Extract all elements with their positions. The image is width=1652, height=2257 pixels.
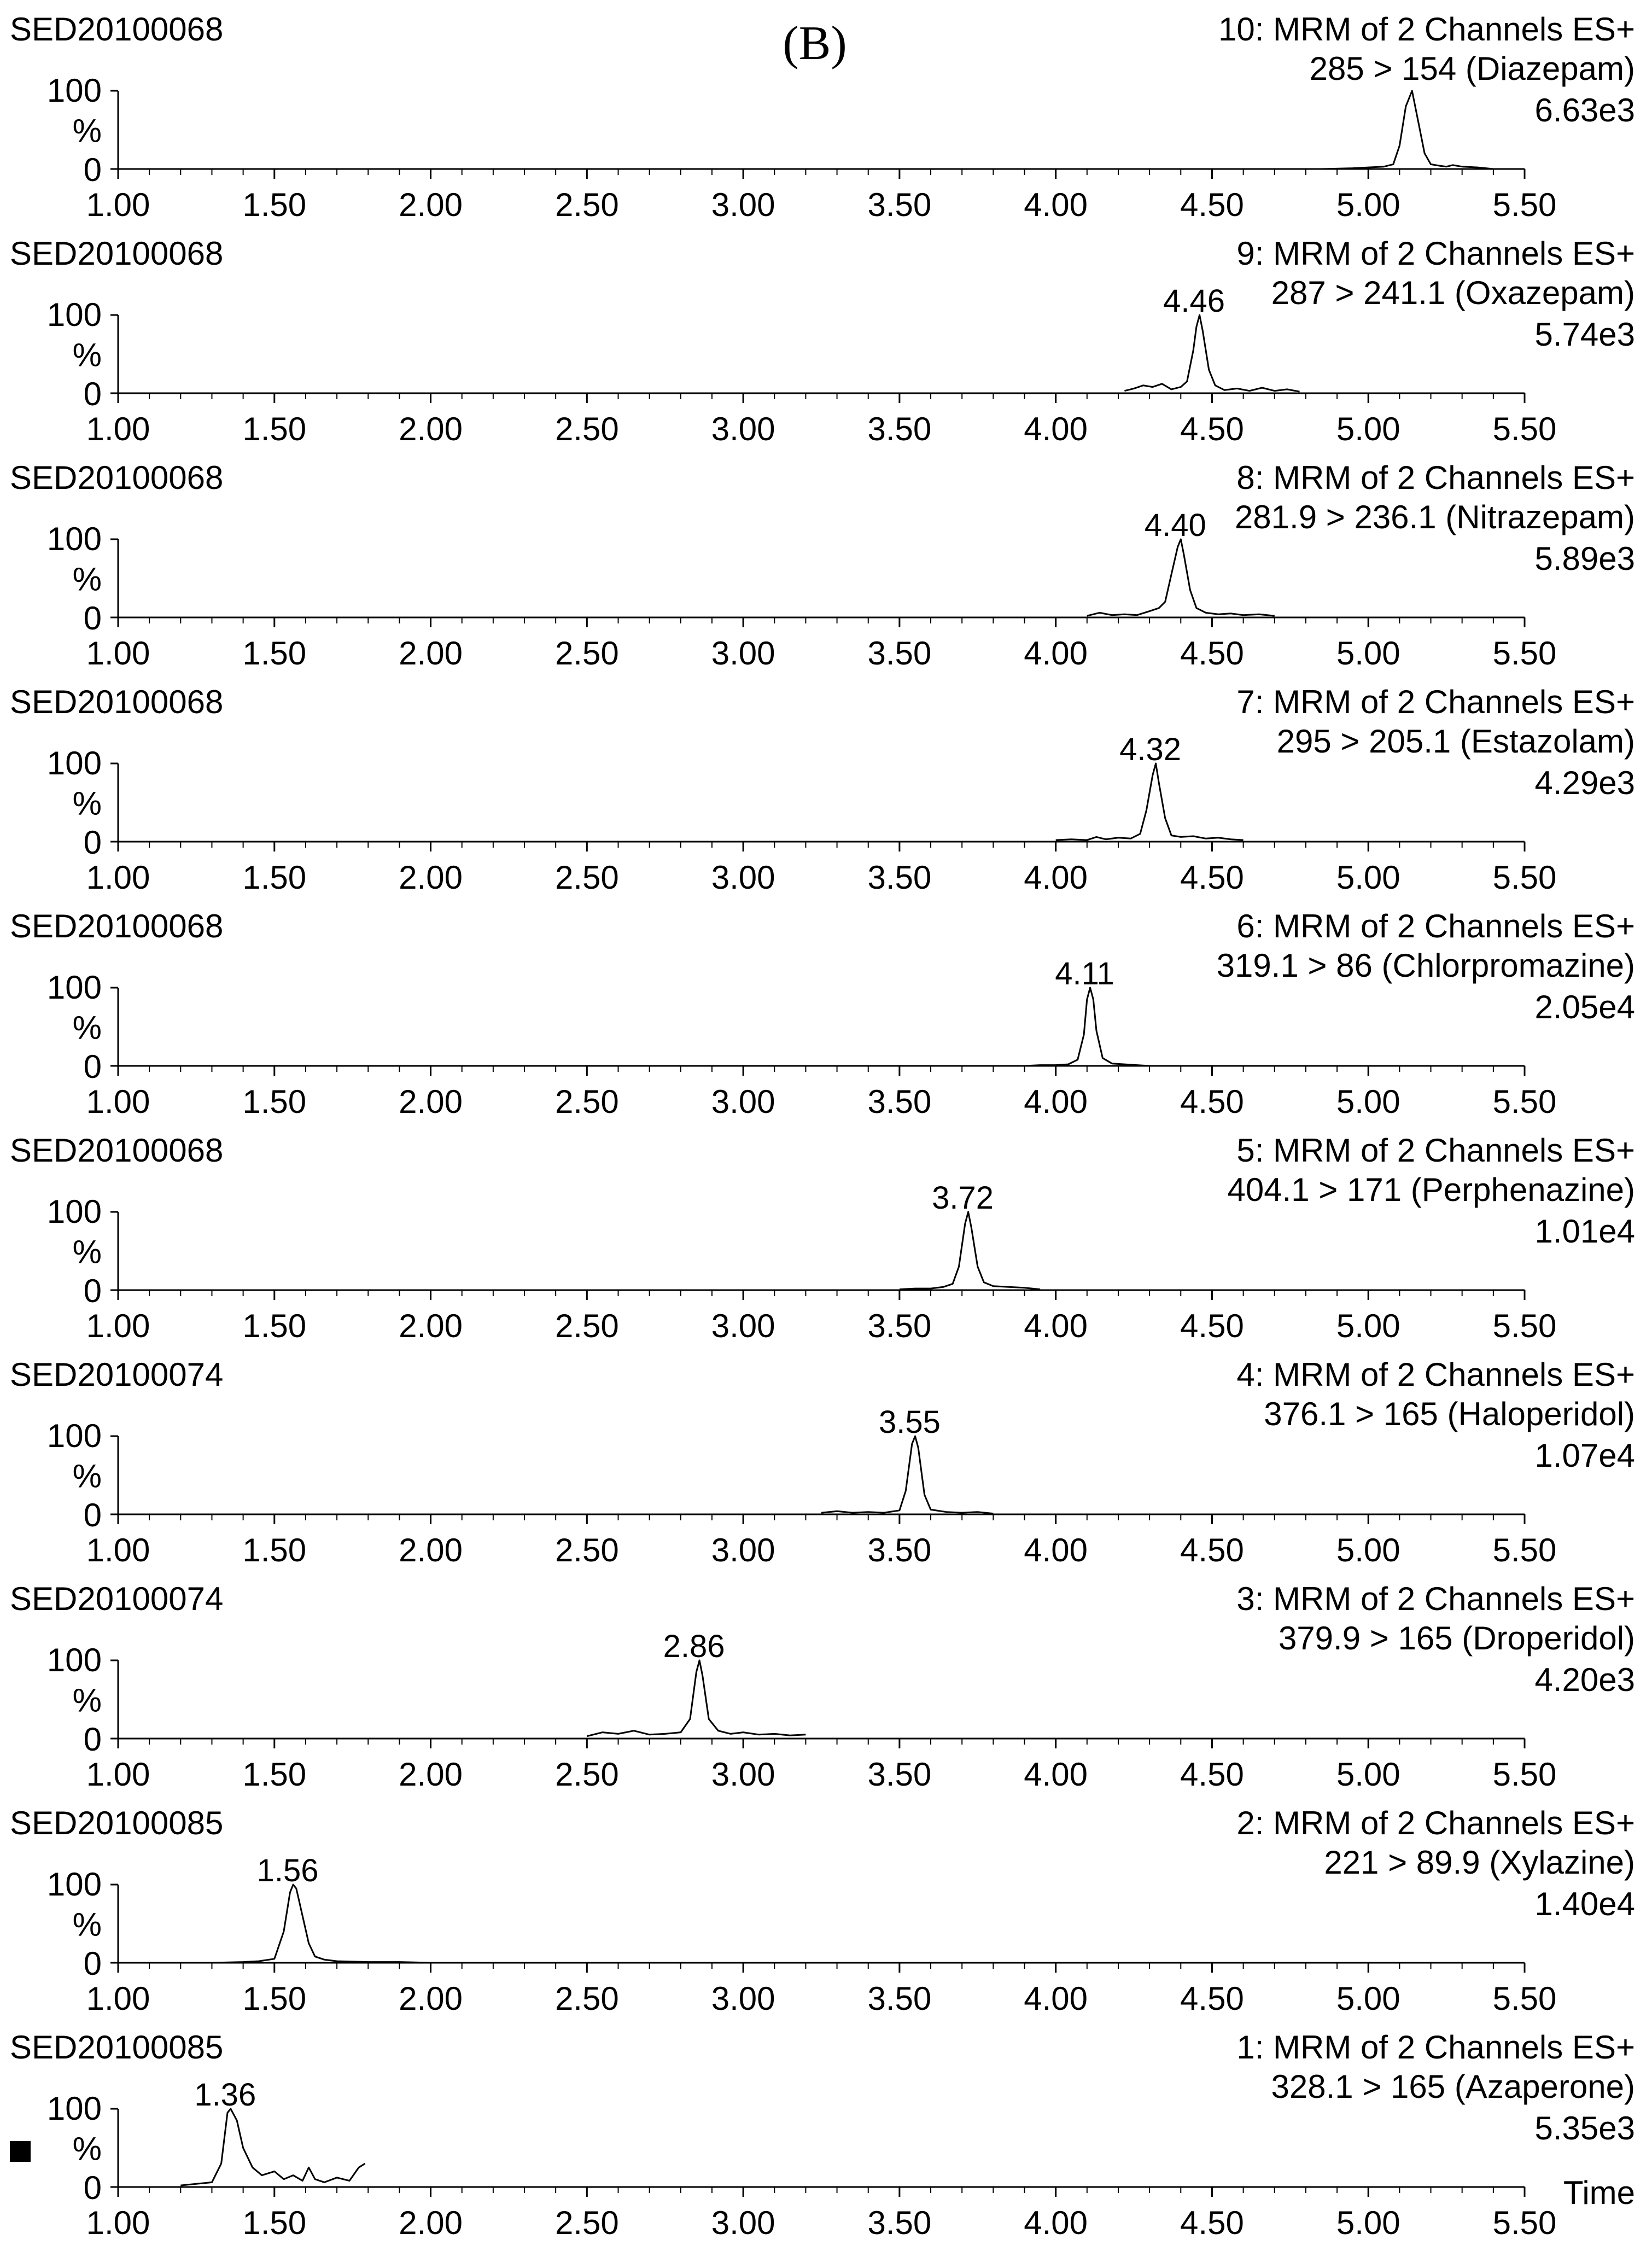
x-tick-label: 1.00 [86, 1308, 150, 1344]
x-tick-label: 2.50 [554, 1532, 619, 1568]
x-tick-label: 1.00 [86, 186, 150, 223]
x-tick-label: 1.50 [242, 1532, 307, 1568]
x-tick-label: 3.50 [867, 1980, 932, 2017]
y-unit-label: % [72, 1682, 102, 1719]
y-tick-label: 0 [83, 1273, 102, 1309]
x-tick-label: 5.00 [1336, 1756, 1400, 1793]
y-unit-label: % [72, 1457, 102, 1495]
x-tick-label: 5.00 [1336, 411, 1400, 447]
x-tick-label: 4.00 [1024, 859, 1088, 896]
x-tick-label: 5.50 [1492, 1083, 1557, 1120]
x-tick-label: 2.50 [554, 1308, 619, 1344]
sample-id: SED20100068 [10, 684, 224, 720]
x-tick-label: 3.50 [867, 411, 932, 447]
chromatogram-trace [1322, 91, 1493, 169]
x-tick-label: 5.50 [1492, 859, 1557, 896]
y-tick-label: 0 [83, 1945, 102, 1982]
x-tick-label: 4.00 [1024, 1980, 1088, 2017]
sample-id: SED20100074 [10, 1356, 224, 1393]
x-tick-label: 4.50 [1180, 2204, 1244, 2241]
x-tick-label: 2.00 [399, 1083, 463, 1120]
y-unit-label: % [72, 785, 102, 822]
channel-label: 7: MRM of 2 Channels ES+ [1236, 684, 1635, 720]
x-tick-label: 3.00 [711, 411, 775, 447]
x-tick-label: 1.50 [242, 859, 307, 896]
x-tick-label: 2.00 [399, 2204, 463, 2241]
x-tick-label: 1.00 [86, 2204, 150, 2241]
x-tick-label: 5.00 [1336, 1532, 1400, 1568]
sample-id: SED20100068 [10, 908, 224, 944]
y-tick-label: 100 [46, 745, 102, 782]
peak-retention-label: 4.32 [1119, 732, 1182, 767]
x-tick-label: 4.00 [1024, 1532, 1088, 1568]
x-tick-label: 3.00 [711, 859, 775, 896]
peak-retention-label: 4.11 [1055, 956, 1114, 992]
intensity-label: 6.63e3 [1534, 92, 1635, 129]
x-tick-label: 2.00 [399, 411, 463, 447]
x-tick-label: 5.50 [1492, 2204, 1557, 2241]
peak-retention-label: 4.40 [1144, 508, 1206, 543]
x-tick-label: 4.50 [1180, 186, 1244, 223]
transition-label: 295 > 205.1 (Estazolam) [1276, 723, 1635, 760]
intensity-label: 1.40e4 [1534, 1886, 1635, 1922]
x-tick-label: 1.00 [86, 1980, 150, 2017]
x-tick-label: 3.00 [711, 1756, 775, 1793]
x-tick-label: 4.00 [1024, 1083, 1088, 1120]
x-tick-label: 3.00 [711, 635, 775, 672]
x-tick-label: 5.50 [1492, 1980, 1557, 2017]
x-tick-label: 5.50 [1492, 635, 1557, 672]
intensity-label: 4.29e3 [1534, 765, 1635, 801]
transition-label: 285 > 154 (Diazepam) [1309, 50, 1635, 87]
y-tick-label: 100 [46, 296, 102, 333]
y-tick-label: 100 [46, 72, 102, 109]
transition-label: 281.9 > 236.1 (Nitrazepam) [1234, 499, 1635, 535]
x-tick-label: 2.00 [399, 1756, 463, 1793]
x-tick-label: 3.00 [711, 1980, 775, 2017]
channel-label: 9: MRM of 2 Channels ES+ [1236, 235, 1635, 272]
x-tick-label: 1.50 [242, 1083, 307, 1120]
transition-label: 328.1 > 165 (Azaperone) [1271, 2068, 1635, 2105]
x-tick-label: 4.00 [1024, 411, 1088, 447]
channel-label: 8: MRM of 2 Channels ES+ [1236, 459, 1635, 496]
chromatogram-trace [1056, 763, 1244, 840]
chromatogram-trace [212, 1885, 431, 1963]
x-tick-label: 4.50 [1180, 1980, 1244, 2017]
x-tick-label: 3.50 [867, 186, 932, 223]
y-unit-label: % [72, 1906, 102, 1943]
channel-label: 5: MRM of 2 Channels ES+ [1236, 1132, 1635, 1169]
y-unit-label: % [72, 1233, 102, 1270]
x-tick-label: 3.50 [867, 859, 932, 896]
channel-label: 6: MRM of 2 Channels ES+ [1236, 908, 1635, 944]
x-tick-label: 5.50 [1492, 186, 1557, 223]
x-tick-label: 5.00 [1336, 859, 1400, 896]
sample-id: SED20100068 [10, 235, 224, 272]
x-tick-label: 5.50 [1492, 1308, 1557, 1344]
chromatogram-trace [1025, 988, 1150, 1066]
y-tick-label: 100 [46, 969, 102, 1006]
channel-label: 2: MRM of 2 Channels ES+ [1236, 1805, 1635, 1841]
x-tick-label: 4.00 [1024, 2204, 1088, 2241]
x-tick-label: 2.00 [399, 1308, 463, 1344]
peak-retention-label: 3.55 [879, 1404, 941, 1440]
x-tick-label: 5.50 [1492, 411, 1557, 447]
x-tick-label: 1.00 [86, 1083, 150, 1120]
x-tick-label: 2.50 [554, 1756, 619, 1793]
chromatogram-trace [900, 1212, 1040, 1290]
intensity-label: 1.01e4 [1534, 1213, 1635, 1250]
x-tick-label: 2.50 [554, 1980, 619, 2017]
chromatogram-trace [180, 2109, 365, 2185]
x-tick-label: 2.00 [399, 186, 463, 223]
x-tick-label: 5.00 [1336, 186, 1400, 223]
x-tick-label: 5.00 [1336, 2204, 1400, 2241]
x-tick-label: 5.00 [1336, 1083, 1400, 1120]
x-tick-label: 4.00 [1024, 186, 1088, 223]
intensity-label: 5.35e3 [1534, 2110, 1635, 2147]
x-tick-label: 2.50 [554, 635, 619, 672]
intensity-label: 2.05e4 [1534, 989, 1635, 1025]
sample-id: SED20100085 [10, 2029, 224, 2066]
x-tick-label: 1.50 [242, 1980, 307, 2017]
x-tick-label: 5.50 [1492, 1756, 1557, 1793]
x-tick-label: 3.00 [711, 186, 775, 223]
transition-label: 379.9 > 165 (Droperidol) [1278, 1620, 1635, 1657]
x-tick-label: 1.00 [86, 859, 150, 896]
sample-id: SED20100068 [10, 11, 224, 48]
x-tick-label: 3.50 [867, 1308, 932, 1344]
transition-label: 404.1 > 171 (Perphenazine) [1227, 1171, 1635, 1208]
x-tick-label: 1.50 [242, 2204, 307, 2241]
channel-label: 3: MRM of 2 Channels ES+ [1236, 1581, 1635, 1617]
x-axis-title: Time [1563, 2174, 1635, 2211]
y-unit-label: % [72, 336, 102, 374]
transition-label: 221 > 89.9 (Xylazine) [1324, 1844, 1635, 1881]
sample-id: SED20100074 [10, 1581, 224, 1617]
x-tick-label: 2.50 [554, 2204, 619, 2241]
x-tick-label: 2.00 [399, 859, 463, 896]
y-unit-label: % [72, 112, 102, 149]
y-tick-label: 0 [83, 1497, 102, 1533]
x-tick-label: 5.00 [1336, 635, 1400, 672]
y-tick-label: 100 [46, 1418, 102, 1454]
x-tick-label: 2.00 [399, 635, 463, 672]
y-tick-label: 0 [83, 2169, 102, 2206]
channel-label: 1: MRM of 2 Channels ES+ [1236, 2029, 1635, 2066]
x-tick-label: 3.00 [711, 1083, 775, 1120]
chromatogram-trace [1087, 539, 1275, 616]
sample-id: SED20100068 [10, 459, 224, 496]
intensity-label: 1.07e4 [1534, 1437, 1635, 1474]
intensity-label: 5.89e3 [1534, 540, 1635, 577]
x-tick-label: 1.50 [242, 1756, 307, 1793]
peak-retention-label: 2.86 [663, 1629, 725, 1664]
channel-label: 4: MRM of 2 Channels ES+ [1236, 1356, 1635, 1393]
x-tick-label: 3.50 [867, 635, 932, 672]
x-tick-label: 3.50 [867, 2204, 932, 2241]
peak-retention-label: 1.56 [256, 1853, 319, 1888]
x-tick-label: 4.50 [1180, 1308, 1244, 1344]
x-tick-label: 2.00 [399, 1532, 463, 1568]
x-tick-label: 4.50 [1180, 859, 1244, 896]
x-tick-label: 1.50 [242, 186, 307, 223]
x-tick-label: 4.00 [1024, 1308, 1088, 1344]
figure-label: (B) [783, 17, 847, 70]
transition-label: 376.1 > 165 (Haloperidol) [1264, 1396, 1635, 1432]
x-tick-label: 1.00 [86, 635, 150, 672]
y-tick-label: 0 [83, 600, 102, 637]
x-tick-label: 5.50 [1492, 1532, 1557, 1568]
y-tick-label: 0 [83, 1048, 102, 1085]
x-tick-label: 2.50 [554, 859, 619, 896]
y-tick-label: 100 [46, 521, 102, 557]
y-tick-label: 100 [46, 1866, 102, 1903]
sample-id: SED20100068 [10, 1132, 224, 1169]
x-tick-label: 3.00 [711, 2204, 775, 2241]
peak-retention-label: 4.46 [1163, 283, 1225, 319]
x-tick-label: 3.00 [711, 1532, 775, 1568]
x-tick-label: 5.00 [1336, 1980, 1400, 2017]
y-tick-label: 100 [46, 1193, 102, 1230]
peak-retention-label: 3.72 [932, 1180, 994, 1216]
transition-label: 319.1 > 86 (Chlorpromazine) [1216, 947, 1635, 984]
y-unit-label: % [72, 2130, 102, 2167]
x-tick-label: 4.00 [1024, 1756, 1088, 1793]
x-tick-label: 2.50 [554, 411, 619, 447]
x-tick-label: 4.00 [1024, 635, 1088, 672]
transition-label: 287 > 241.1 (Oxazepam) [1271, 275, 1635, 311]
y-tick-label: 0 [83, 151, 102, 188]
intensity-label: 5.74e3 [1534, 316, 1635, 353]
x-tick-label: 2.00 [399, 1980, 463, 2017]
sample-id: SED20100085 [10, 1805, 224, 1841]
x-tick-label: 1.50 [242, 1308, 307, 1344]
x-tick-label: 1.50 [242, 411, 307, 447]
x-tick-label: 4.50 [1180, 635, 1244, 672]
x-tick-label: 1.00 [86, 1756, 150, 1793]
x-tick-label: 4.50 [1180, 1083, 1244, 1120]
marker-square-icon [10, 2141, 31, 2162]
intensity-label: 4.20e3 [1534, 1661, 1635, 1698]
chromatogram-trace [1124, 315, 1299, 392]
x-tick-label: 2.50 [554, 1083, 619, 1120]
x-tick-label: 2.50 [554, 186, 619, 223]
peak-retention-label: 1.36 [194, 2077, 256, 2113]
x-tick-label: 4.50 [1180, 411, 1244, 447]
x-tick-label: 3.50 [867, 1756, 932, 1793]
x-tick-label: 3.50 [867, 1532, 932, 1568]
channel-label: 10: MRM of 2 Channels ES+ [1218, 11, 1635, 48]
chromatogram-trace [587, 1660, 805, 1736]
y-tick-label: 0 [83, 1721, 102, 1758]
y-unit-label: % [72, 1009, 102, 1046]
y-tick-label: 0 [83, 824, 102, 861]
x-tick-label: 1.00 [86, 411, 150, 447]
x-tick-label: 3.50 [867, 1083, 932, 1120]
y-unit-label: % [72, 561, 102, 598]
x-tick-label: 1.00 [86, 1532, 150, 1568]
x-tick-label: 3.00 [711, 1308, 775, 1344]
x-tick-label: 4.50 [1180, 1532, 1244, 1568]
x-tick-label: 5.00 [1336, 1308, 1400, 1344]
y-tick-label: 100 [46, 2090, 102, 2127]
x-tick-label: 1.50 [242, 635, 307, 672]
y-tick-label: 100 [46, 1642, 102, 1678]
x-tick-label: 4.50 [1180, 1756, 1244, 1793]
chromatogram-trace [821, 1436, 993, 1514]
y-tick-label: 0 [83, 376, 102, 412]
